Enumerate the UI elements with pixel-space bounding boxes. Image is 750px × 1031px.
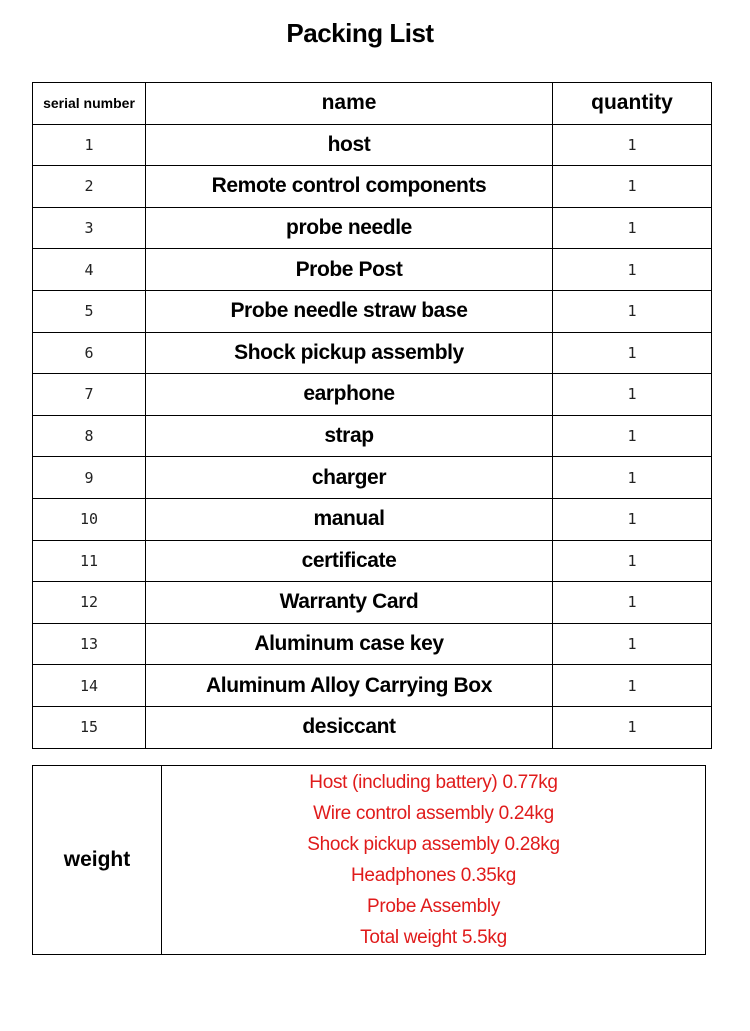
cell-quantity: 1 [553, 540, 712, 582]
table-row [33, 706, 712, 748]
cell-quantity: 1 [553, 332, 712, 374]
table-row [33, 249, 712, 291]
weight-label: weight [33, 766, 162, 955]
cell-name: Probe needle straw base [146, 290, 553, 332]
cell-serial-number: 14 [33, 665, 146, 707]
cell-serial-number: 9 [33, 457, 146, 499]
table-row [33, 207, 712, 249]
cell-name: Shock pickup assembly [146, 332, 553, 374]
cell-name: Probe Post [146, 249, 553, 291]
table-row [33, 540, 712, 582]
cell-quantity: 1 [553, 582, 712, 624]
cell-quantity: 1 [553, 706, 712, 748]
cell-name: manual [146, 498, 553, 540]
cell-quantity: 1 [553, 457, 712, 499]
table-row [33, 665, 712, 707]
cell-name: host [146, 124, 553, 166]
cell-quantity: 1 [553, 290, 712, 332]
weight-line-host: Host (including battery) 0.77kg [309, 772, 558, 793]
table-row [33, 332, 712, 374]
table-row [33, 415, 712, 457]
cell-quantity: 1 [553, 124, 712, 166]
cell-quantity: 1 [553, 166, 712, 208]
table-row [33, 290, 712, 332]
cell-serial-number: 8 [33, 415, 146, 457]
cell-serial-number: 10 [33, 498, 146, 540]
cell-serial-number: 1 [33, 124, 146, 166]
column-header-quantity: quantity [553, 83, 712, 125]
cell-quantity: 1 [553, 498, 712, 540]
cell-name: earphone [146, 374, 553, 416]
cell-serial-number: 11 [33, 540, 146, 582]
cell-name: certificate [146, 540, 553, 582]
cell-name: probe needle [146, 207, 553, 249]
cell-name: strap [146, 415, 553, 457]
cell-serial-number: 13 [33, 623, 146, 665]
table-row [33, 124, 712, 166]
cell-serial-number: 2 [33, 166, 146, 208]
table-row [33, 374, 712, 416]
weight-line-total: Total weight 5.5kg [360, 927, 507, 948]
cell-name: Aluminum case key [146, 623, 553, 665]
table-header-row [33, 83, 712, 125]
table-row [33, 166, 712, 208]
cell-quantity: 1 [553, 207, 712, 249]
table-row [33, 498, 712, 540]
cell-name: desiccant [146, 706, 553, 748]
cell-name: Warranty Card [146, 582, 553, 624]
cell-quantity: 1 [553, 249, 712, 291]
cell-serial-number: 12 [33, 582, 146, 624]
cell-serial-number: 3 [33, 207, 146, 249]
weight-line-headphones: Headphones 0.35kg [351, 865, 516, 886]
weight-details [162, 766, 706, 955]
cell-serial-number: 6 [33, 332, 146, 374]
cell-quantity: 1 [553, 415, 712, 457]
weight-table [32, 765, 706, 955]
weight-line-wire-control: Wire control assembly 0.24kg [313, 803, 554, 824]
cell-name: charger [146, 457, 553, 499]
weight-line-shock-pickup: Shock pickup assembly 0.28kg [307, 834, 560, 855]
table-row [33, 623, 712, 665]
packing-list-table [32, 82, 712, 749]
table-row [33, 582, 712, 624]
table-body [33, 124, 712, 748]
page-title: Packing List [286, 18, 434, 48]
column-header-serial-number: serial number [33, 83, 146, 125]
weight-line-probe-assembly: Probe Assembly [366, 896, 501, 917]
cell-quantity: 1 [553, 665, 712, 707]
cell-serial-number: 4 [33, 249, 146, 291]
cell-quantity: 1 [553, 374, 712, 416]
cell-quantity: 1 [553, 623, 712, 665]
weight-row [33, 766, 706, 955]
column-header-name: name [146, 83, 553, 125]
cell-name: Remote control components [146, 166, 553, 208]
cell-name: Aluminum Alloy Carrying Box [146, 665, 553, 707]
table-row [33, 457, 712, 499]
cell-serial-number: 5 [33, 290, 146, 332]
cell-serial-number: 15 [33, 706, 146, 748]
cell-serial-number: 7 [33, 374, 146, 416]
